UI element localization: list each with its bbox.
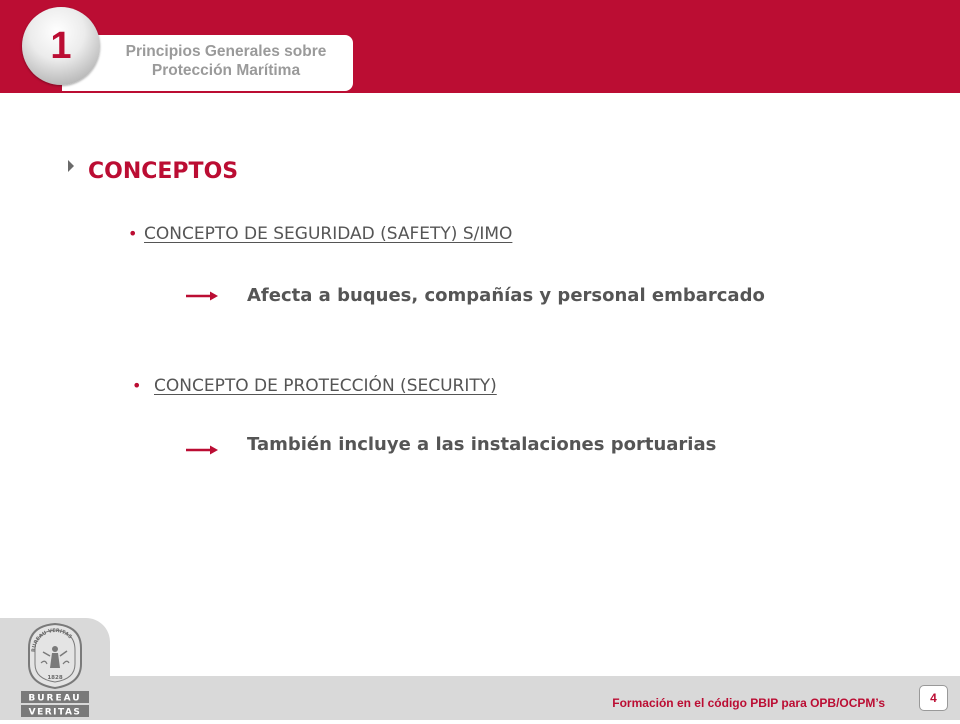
course-title: Formación en el código PBIP para OPB/OCPM’s: [612, 696, 885, 710]
concept-security-title: CONCEPTO DE PROTECCIÓN (SECURITY): [154, 376, 497, 396]
bureau-veritas-logo: [0, 618, 110, 720]
arrow-right-icon: [186, 444, 218, 456]
header-bar: [0, 0, 960, 93]
svg-text:BUREAU VERITAS: BUREAU VERITAS: [30, 627, 73, 653]
section-number-badge: [22, 7, 100, 85]
heading-conceptos: CONCEPTOS: [88, 159, 239, 184]
section-title-line2: Protección Marítima: [151, 62, 301, 79]
svg-text:1828: 1828: [47, 675, 63, 681]
section-title-line1: Principios Generales sobre: [125, 43, 327, 60]
page-number: 4: [919, 685, 948, 711]
section-number: 1: [50, 24, 72, 67]
concept-security-description: También incluye a las instalaciones portuarias: [247, 434, 717, 455]
footer: [0, 618, 960, 720]
concept-safety-description: Afecta a buques, compañías y personal embarcado: [247, 285, 765, 306]
bullet-dot-icon: •: [132, 376, 142, 395]
bullet-dot-icon: •: [128, 224, 138, 243]
section-title-tab: [62, 35, 353, 91]
svg-text:BUREAU: BUREAU: [28, 693, 82, 704]
triangle-bullet-icon: [68, 160, 74, 172]
concept-safety-title: CONCEPTO DE SEGURIDAD (SAFETY) S/IMO: [144, 224, 513, 244]
bureau-veritas-seal-icon: [0, 618, 110, 720]
section-title: [102, 42, 350, 80]
arrow-right-icon: [186, 290, 218, 302]
svg-text:VERITAS: VERITAS: [28, 707, 82, 718]
